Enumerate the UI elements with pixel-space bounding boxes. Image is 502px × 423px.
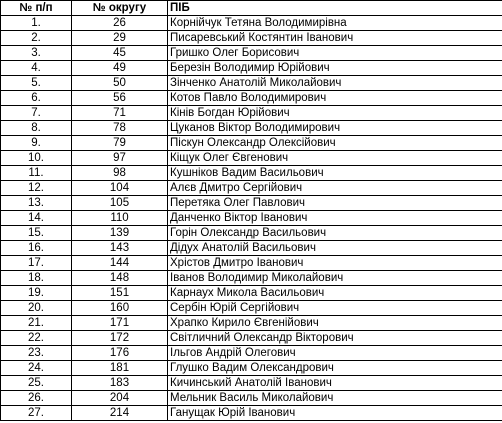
row-number: 3.: [1, 46, 72, 61]
row-number: 24.: [1, 361, 72, 376]
full-name: Хрістов Дмитро Іванович: [168, 256, 502, 271]
row-number: 18.: [1, 271, 72, 286]
row-number: 1.: [1, 16, 72, 31]
district-number: 183: [72, 376, 168, 391]
row-number: 21.: [1, 316, 72, 331]
full-name: Світличний Олександр Вікторович: [168, 331, 502, 346]
table-row: [1, 16, 502, 31]
district-number: 171: [72, 316, 168, 331]
district-number: 110: [72, 211, 168, 226]
row-number: 6.: [1, 91, 72, 106]
district-number: 49: [72, 61, 168, 76]
district-number: 204: [72, 391, 168, 406]
table-row: [1, 391, 502, 406]
full-name: Іванов Володимир Миколайович: [168, 271, 502, 286]
district-number: 79: [72, 136, 168, 151]
row-number: 17.: [1, 256, 72, 271]
table-row: [1, 91, 502, 106]
row-number: 23.: [1, 346, 72, 361]
row-number: 4.: [1, 61, 72, 76]
full-name: Кінів Богдан Юрійович: [168, 106, 502, 121]
full-name: Цуканов Віктор Володимирович: [168, 121, 502, 136]
table-row: [1, 271, 502, 286]
full-name: Кичинський Анатолій Іванович: [168, 376, 502, 391]
full-name: Сербін Юрій Сергійович: [168, 301, 502, 316]
district-number: 214: [72, 406, 168, 421]
table-row: [1, 136, 502, 151]
full-name: Кіщук Олег Євгенович: [168, 151, 502, 166]
table-row: [1, 121, 502, 136]
table-row: [1, 46, 502, 61]
district-number: 56: [72, 91, 168, 106]
table-header-row: [1, 1, 502, 16]
header-name: ПІБ: [168, 1, 502, 16]
district-number: 26: [72, 16, 168, 31]
table-row: [1, 196, 502, 211]
full-name: Мельник Василь Миколайович: [168, 391, 502, 406]
district-number: 151: [72, 286, 168, 301]
table-row: [1, 76, 502, 91]
full-name: Березін Володимир Юрійович: [168, 61, 502, 76]
table-row: [1, 61, 502, 76]
row-number: 12.: [1, 181, 72, 196]
district-number: 148: [72, 271, 168, 286]
district-number: 139: [72, 226, 168, 241]
district-number: 104: [72, 181, 168, 196]
full-name: Дідух Анатолій Васильович: [168, 241, 502, 256]
full-name: Храпко Кирило Євгенійович: [168, 316, 502, 331]
row-number: 11.: [1, 166, 72, 181]
table-row: [1, 301, 502, 316]
header-district: № округу: [72, 1, 168, 16]
full-name: Карнаух Микола Васильович: [168, 286, 502, 301]
full-name: Гришко Олег Борисович: [168, 46, 502, 61]
district-number: 78: [72, 121, 168, 136]
row-number: 13.: [1, 196, 72, 211]
row-number: 25.: [1, 376, 72, 391]
full-name: Глушко Вадим Олександрович: [168, 361, 502, 376]
district-number: 181: [72, 361, 168, 376]
row-number: 7.: [1, 106, 72, 121]
full-name: Перетяка Олег Павлович: [168, 196, 502, 211]
row-number: 16.: [1, 241, 72, 256]
table-row: [1, 346, 502, 361]
full-name: Ганущак Юрій Іванович: [168, 406, 502, 421]
district-number: 160: [72, 301, 168, 316]
full-name: Горін Олександр Васильович: [168, 226, 502, 241]
full-name: Алєв Дмитро Сергійович: [168, 181, 502, 196]
table-row: [1, 106, 502, 121]
table-row: [1, 256, 502, 271]
district-number: 144: [72, 256, 168, 271]
table-row: [1, 31, 502, 46]
row-number: 8.: [1, 121, 72, 136]
full-name: Корнійчук Тетяна Володимирівна: [168, 16, 502, 31]
table-row: [1, 406, 502, 421]
district-number: 98: [72, 166, 168, 181]
district-number: 97: [72, 151, 168, 166]
district-number: 176: [72, 346, 168, 361]
district-number: 105: [72, 196, 168, 211]
row-number: 2.: [1, 31, 72, 46]
table-row: [1, 376, 502, 391]
table-row: [1, 226, 502, 241]
row-number: 10.: [1, 151, 72, 166]
row-number: 27.: [1, 406, 72, 421]
row-number: 15.: [1, 226, 72, 241]
district-number: 71: [72, 106, 168, 121]
full-name: Піскун Олександр Олексійович: [168, 136, 502, 151]
full-name: Кушніков Вадим Васильович: [168, 166, 502, 181]
row-number: 14.: [1, 211, 72, 226]
district-number: 50: [72, 76, 168, 91]
table-row: [1, 316, 502, 331]
full-name: Писаревський Костянтин Іванович: [168, 31, 502, 46]
row-number: 19.: [1, 286, 72, 301]
table-row: [1, 166, 502, 181]
district-number: 45: [72, 46, 168, 61]
table-body: [1, 16, 502, 421]
district-number: 143: [72, 241, 168, 256]
table-row: [1, 331, 502, 346]
table-row: [1, 361, 502, 376]
row-number: 5.: [1, 76, 72, 91]
full-name: Данченко Віктор Іванович: [168, 211, 502, 226]
full-name: Котов Павло Володимирович: [168, 91, 502, 106]
table-row: [1, 181, 502, 196]
row-number: 22.: [1, 331, 72, 346]
row-number: 20.: [1, 301, 72, 316]
row-number: 9.: [1, 136, 72, 151]
full-name: Ільгов Андрій Олегович: [168, 346, 502, 361]
header-number: № п/п: [1, 1, 72, 16]
table-row: [1, 151, 502, 166]
table-row: [1, 211, 502, 226]
table-row: [1, 241, 502, 256]
row-number: 26.: [1, 391, 72, 406]
full-name: Зінченко Анатолій Миколайович: [168, 76, 502, 91]
table-row: [1, 286, 502, 301]
district-number: 29: [72, 31, 168, 46]
district-number: 172: [72, 331, 168, 346]
